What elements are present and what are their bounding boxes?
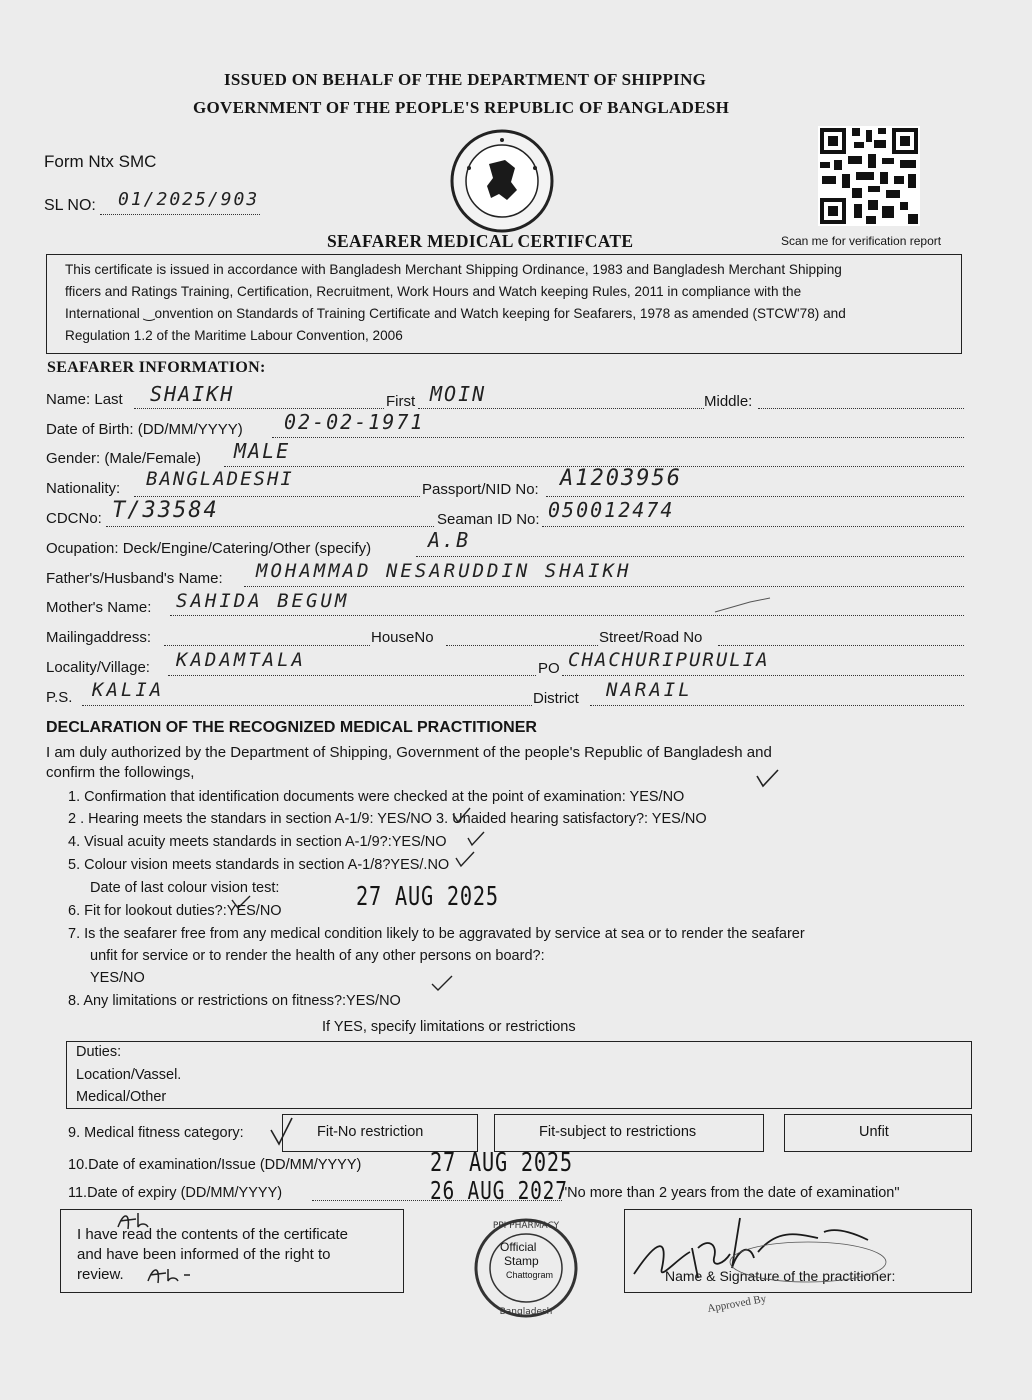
seafarer-initials-signature <box>110 1205 220 1295</box>
issuer-line-2: GOVERNMENT OF THE PEOPLE'S REPUBLIC OF BANGLADESH <box>193 98 730 117</box>
item-7-line-3: YES/NO <box>90 970 145 986</box>
certificate-title: SEAFARER MEDICAL CERTIFCATE <box>327 231 634 251</box>
seaman-id-value: 050012474 <box>548 498 675 522</box>
passport-label: Passport/NID No: <box>422 481 539 498</box>
if-yes-instruction: If YES, specify limitations or restrictions <box>322 1019 576 1035</box>
duties-label: Duties: <box>76 1044 122 1060</box>
district-label: District <box>533 690 579 707</box>
locality-value: KADAMTALA <box>176 649 306 671</box>
po-label: PO <box>538 660 560 677</box>
passport-value: A1203956 <box>560 466 682 491</box>
street-road-line <box>718 645 964 646</box>
sl-label: SL NO: <box>44 197 96 214</box>
cdc-label: CDCNo: <box>46 510 102 527</box>
occupation-line <box>416 556 964 557</box>
item-7-line-2: unfit for service or to render the health of any other persons on board?: <box>90 948 545 964</box>
ps-value: KALIA <box>92 679 165 701</box>
dob-value: 02-02-1971 <box>284 410 425 434</box>
seaman-id-line <box>542 526 964 527</box>
regulation-notice-box <box>46 254 962 354</box>
middle-name-line <box>758 408 964 409</box>
first-name-value: MOIN <box>430 382 487 406</box>
issuer-line-1: ISSUED ON BEHALF OF THE DEPARTMENT OF SHIPPING <box>224 70 707 89</box>
seaman-id-label: Seaman ID No: <box>437 511 540 528</box>
occupation-value: A.B <box>428 528 471 552</box>
district-line <box>590 705 964 706</box>
practitioner-signature <box>628 1208 898 1318</box>
qr-caption: Scan me for verification report <box>781 234 942 248</box>
item-4-visual-acuity: 4. Visual acuity meets standards in section A-1/9?:YES/NO <box>68 834 447 850</box>
declaration-heading: DECLARATION OF THE RECOGNIZED MEDICAL PRACTITIONER <box>46 719 537 736</box>
stamp-line-1: Official <box>500 1240 537 1254</box>
verification-qr-code[interactable] <box>818 126 920 226</box>
item-7-line-1: 7. Is the seafarer free from any medical condition likely to be aggravated by service at sea or to render the seafarer <box>68 926 805 942</box>
item-2-hearing: 2 . Hearing meets the standars in section A-1/9: YES/NO 3. Unaided hearing satisfactory?: YES/NO <box>68 811 707 827</box>
first-name-line <box>418 408 704 409</box>
item-1-identification: 1. Confirmation that identification documents were checked at the point of examination: YES/NO <box>68 789 685 805</box>
ps-label: P.S. <box>46 689 73 706</box>
district-value: NARAIL <box>606 679 693 701</box>
last-name-label: Name: Last <box>46 391 123 408</box>
option-fit-no-restriction[interactable] <box>282 1114 478 1152</box>
last-name-value: SHAIKH <box>150 382 235 406</box>
svg-text:Bangladesh: Bangladesh <box>499 1307 553 1317</box>
house-no-label: HouseNo <box>371 629 434 646</box>
po-line <box>562 675 964 676</box>
svg-text:PPI PHARMACY: PPI PHARMACY <box>492 1221 560 1231</box>
item-10-exam-date-label: 10.Date of examination/Issue (DD/MM/YYYY) <box>68 1157 362 1173</box>
mother-name-value: SAHIDA BEGUM <box>176 590 350 612</box>
father-name-line <box>244 586 964 587</box>
first-name-label: First <box>386 393 416 410</box>
declaration-intro-1: I am duly authorized by the Department of Shipping, Government of the people's Republic of Bangladesh and <box>46 744 772 761</box>
middle-name-label: Middle: <box>704 393 753 410</box>
sl-value: 01/2025/903 <box>118 189 260 210</box>
mailing-address-line <box>164 645 370 646</box>
mother-name-line <box>170 615 964 616</box>
colour-test-date-stamp: 27 AUG 2025 <box>356 882 499 912</box>
government-seal-icon <box>449 128 555 234</box>
form-number: Form Ntx SMC <box>44 152 157 171</box>
colour-test-label: Date of last colour vision test: <box>90 880 280 896</box>
item-11-expiry-date-label: 11.Date of expiry (DD/MM/YYYY) <box>68 1185 283 1201</box>
father-name-value: MOHAMMAD NESARUDDIN SHAIKH <box>256 560 632 582</box>
locality-label: Locality/Village: <box>46 659 150 676</box>
restrictions-box <box>66 1041 972 1109</box>
notice-line-1: This certificate is issued in accordance with Bangladesh Merchant Shipping Ordinance, 1983 and Bangladesh Merchant Shipping <box>65 262 842 277</box>
street-road-label: Street/Road No <box>599 629 703 646</box>
stamp-line-2: Stamp <box>504 1254 539 1268</box>
last-name-line <box>134 408 384 409</box>
gender-value: MALE <box>234 439 291 463</box>
mother-name-label: Mother's Name: <box>46 599 152 616</box>
expiry-note: "No more than 2 years from the date of examination" <box>562 1185 900 1201</box>
passport-line <box>546 496 964 497</box>
dob-label: Date of Birth: (DD/MM/YYYY) <box>46 421 243 438</box>
option-unfit-label: Unfit <box>859 1124 889 1140</box>
option-unfit[interactable] <box>784 1114 972 1152</box>
option-fit-subject-label: Fit-subject to restrictions <box>539 1124 697 1140</box>
dob-line <box>272 437 964 438</box>
expiry-date-stamp: 26 AUG 2027 <box>430 1176 568 1205</box>
medical-other-label: Medical/Other <box>76 1089 167 1105</box>
nationality-value: BANGLADESHI <box>146 468 294 490</box>
sl-underline <box>100 214 260 215</box>
ps-line <box>82 705 532 706</box>
official-stamp <box>470 1214 586 1320</box>
item-5-colour-vision: 5. Colour vision meets standards in section A-1/8?YES/.NO <box>68 857 450 873</box>
exam-date-stamp: 27 AUG 2025 <box>430 1148 573 1178</box>
option-fit-no-restriction-label: Fit-No restriction <box>317 1124 424 1140</box>
nationality-label: Nationality: <box>46 480 121 497</box>
item-9-fitness-category: 9. Medical fitness category: <box>68 1125 244 1141</box>
option-fit-subject-to-restrictions[interactable] <box>494 1114 764 1152</box>
cdc-value: T/33584 <box>112 498 219 523</box>
notice-line-4: Regulation 1.2 of the Maritime Labour Convention, 2006 <box>65 328 403 343</box>
notice-line-2: fficers and Ratings Training, Certification, Recruitment, Work Hours and Watch keeping Rules, 2011 in compliance with the <box>65 284 802 299</box>
notice-line-3: International ‿onvention on Standards of Training Certificate and Watch keeping for Seafarers, 1978 as amended (STCW'78) and <box>65 306 846 321</box>
occupation-label: Ocupation: Deck/Engine/Catering/Other (specify) <box>46 540 372 557</box>
declaration-intro-2: confirm the followings, <box>46 764 195 781</box>
locality-line <box>168 675 536 676</box>
father-name-label: Father's/Husband's Name: <box>46 570 223 587</box>
item-8-limitations: 8. Any limitations or restrictions on fitness?:YES/NO <box>68 993 401 1009</box>
seafarer-info-heading: SEAFARER INFORMATION: <box>47 359 266 376</box>
mailing-address-label: Mailingaddress: <box>46 629 152 646</box>
location-vessel-label: Location/Vassel. <box>76 1067 182 1083</box>
gender-label: Gender: (Male/Female) <box>46 450 202 467</box>
house-no-line <box>446 645 598 646</box>
po-value: CHACHURIPURULIA <box>568 649 770 671</box>
item-6-lookout: 6. Fit for lookout duties?:YES/NO <box>68 903 282 919</box>
stamp-line-3: Chattogram <box>506 1270 554 1280</box>
nationality-line <box>134 496 420 497</box>
ack-line-2: and have been informed of the right to <box>77 1246 331 1263</box>
ack-line-3: review. <box>77 1266 124 1283</box>
practitioner-caption: Name & Signature of the practitioner: <box>665 1268 896 1284</box>
cdc-line <box>106 526 434 527</box>
svg-text:Approved By: Approved By <box>706 1292 768 1315</box>
ack-line-1: I have read the contents of the certificate <box>77 1226 348 1243</box>
